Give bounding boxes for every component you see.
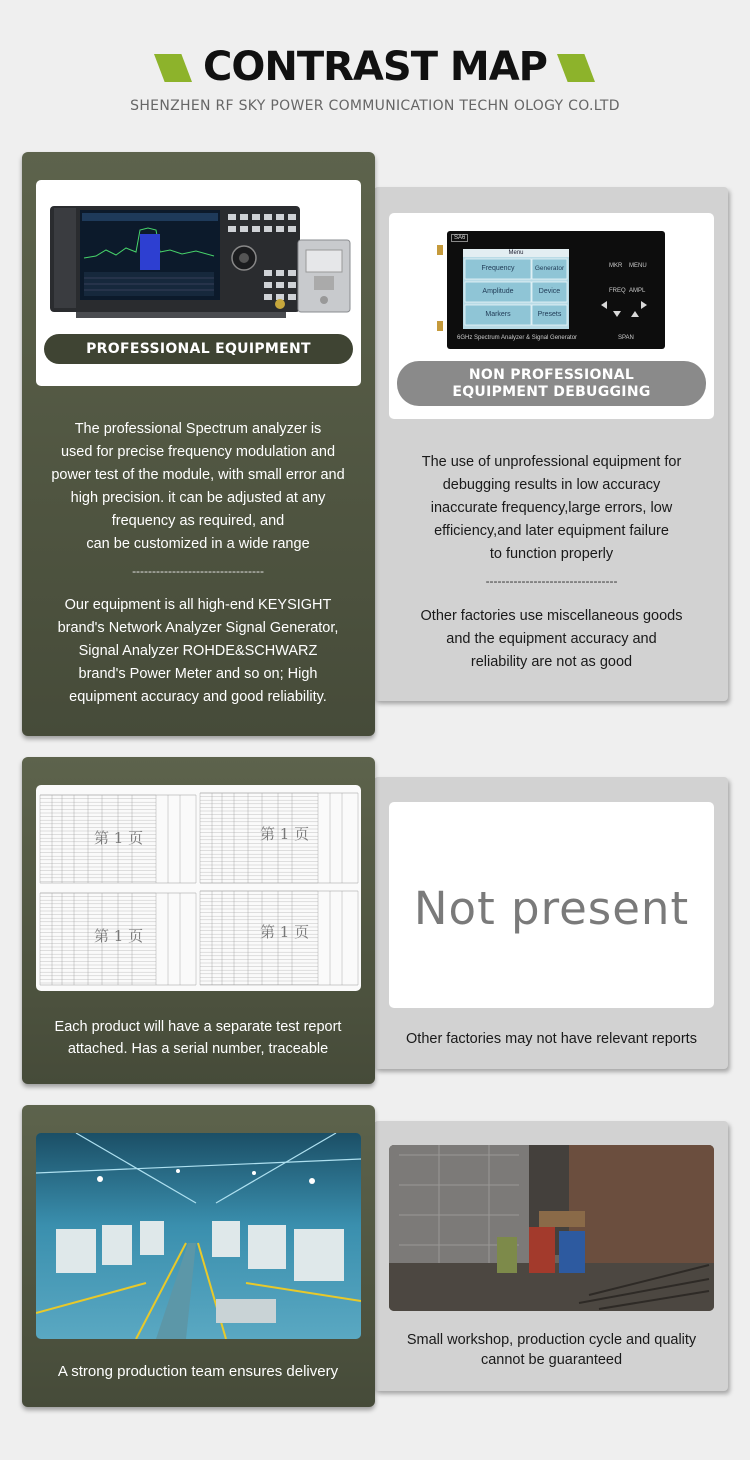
device-caption: 6GHz Spectrum Analyzer & Signal Generator — [457, 335, 578, 341]
text-line: power test of the module, with small error and — [51, 467, 345, 483]
device-label-ampl: AMPL — [629, 288, 646, 294]
our-equipment-description — [28, 594, 368, 709]
other-factories-description — [380, 605, 723, 674]
company-subtitle: SHENZHEN RF SKY POWER COMMUNICATION TECHN OLOGY CO.LTD — [130, 98, 620, 114]
divider: --------------------------------- — [132, 564, 264, 578]
text-line: Other factories use miscellaneous goods — [420, 608, 683, 624]
production-team-caption: A strong production team ensures delivery — [57, 1363, 339, 1380]
no-report-caption: Other factories may not have relevant reports — [406, 1031, 697, 1047]
report-watermark: 第 1 页 — [94, 927, 144, 945]
small-workshop-image — [389, 1145, 714, 1311]
text-line: attached. Has a serial number, traceable — [67, 1041, 329, 1057]
workshop-illustration — [389, 1145, 714, 1311]
device-button-generator: Generator — [534, 265, 565, 272]
device-label-menu: MENU — [629, 263, 647, 269]
pill-line: NON PROFESSIONAL — [468, 367, 635, 383]
text-line: Signal Analyzer ROHDE&SCHWARZ — [78, 643, 318, 659]
text-line: Each product will have a separate test report — [54, 1019, 342, 1035]
small-workshop-caption — [380, 1330, 723, 1370]
report-watermark: 第 1 页 — [94, 829, 144, 847]
device-label-freq: FREQ — [609, 288, 626, 294]
text-line: The use of unprofessional equipment for — [421, 454, 682, 470]
text-line: frequency as required, and — [111, 513, 285, 529]
non-professional-description — [380, 451, 723, 566]
factory-illustration — [36, 1133, 361, 1339]
text-line: and the equipment accuracy and — [446, 631, 657, 647]
text-line: cannot be guaranteed — [480, 1352, 623, 1368]
text-line: to function properly — [489, 546, 614, 562]
text-line: inaccurate frequency,large errors, low — [430, 500, 673, 516]
pill-line: EQUIPMENT DEBUGGING — [452, 384, 651, 400]
test-report-image — [36, 785, 361, 991]
text-line: can be customized in a wide range — [86, 536, 310, 552]
text-line: The professional Spectrum analyzer is — [74, 421, 322, 437]
text-line: brand's Power Meter and so on; High — [78, 666, 318, 682]
device-button-amplitude: Amplitude — [482, 288, 514, 295]
text-line: efficiency,and later equipment failure — [434, 523, 669, 539]
report-watermark: 第 1 页 — [260, 923, 310, 941]
not-present-box — [389, 802, 714, 1008]
report-watermark: 第 1 页 — [260, 825, 310, 843]
text-line: high precision. it can be adjusted at any — [70, 490, 326, 506]
test-report-table — [36, 785, 361, 991]
device-button-markers: Markers — [485, 311, 511, 318]
device-badge: SA6 — [451, 234, 468, 242]
device-button-frequency: Frequency — [481, 265, 515, 272]
device-menu-title: Menu — [508, 250, 524, 256]
factory-floor-image — [36, 1133, 361, 1339]
text-line: Our equipment is all high-end KEYSIGHT — [64, 597, 332, 613]
device-button-device: Device — [538, 288, 561, 295]
professional-equipment-label: PROFESSIONAL EQUIPMENT DEBUGGING — [44, 334, 353, 364]
text-line: brand's Network Analyzer Signal Generator, — [57, 620, 339, 636]
divider: --------------------------------- — [485, 574, 618, 588]
text-line: debugging results in low accuracy — [442, 477, 661, 493]
device-button-presets: Presets — [537, 311, 562, 318]
text-line: Small workshop, production cycle and quality — [406, 1332, 697, 1348]
professional-description — [28, 418, 368, 556]
text-line: used for precise frequency modulation and — [60, 444, 336, 460]
test-report-caption — [28, 1016, 368, 1060]
not-present-text: Not present — [413, 882, 690, 935]
text-line: reliability are not as good — [470, 654, 633, 670]
text-line: equipment accuracy and good reliability. — [69, 689, 327, 705]
device-label-span: SPAN — [618, 335, 634, 341]
non-professional-equipment-label — [397, 361, 706, 406]
page-title: CONTRAST MAP — [203, 44, 547, 90]
device-label-mkr: MKR — [609, 263, 623, 269]
